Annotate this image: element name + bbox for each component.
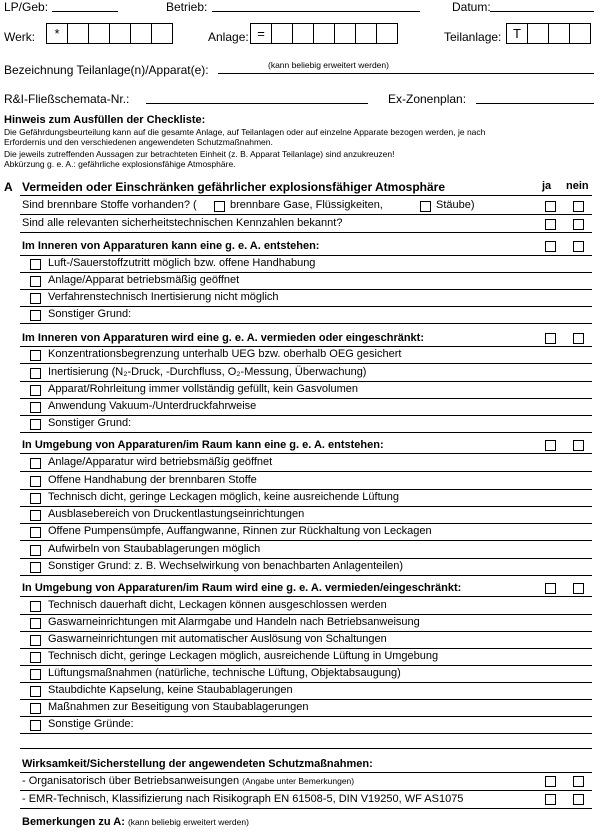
item-checkbox[interactable] bbox=[30, 686, 41, 697]
anlage-cell[interactable]: = bbox=[250, 23, 272, 44]
item-checkbox[interactable] bbox=[30, 562, 41, 573]
divider bbox=[20, 272, 592, 273]
item-label: Gaswarneinrichtungen mit automatischer Auslösung von Schaltungen bbox=[48, 633, 387, 645]
wirksamkeit-item-note: (Angabe unter Bemerkungen) bbox=[242, 776, 355, 786]
wirksamkeit-title: Wirksamkeit/Sicherstellung der angewendeten Schutzmaßnahmen: bbox=[22, 758, 373, 770]
item-label: Ausblasebereich von Druckentlastungseinrichtungen bbox=[48, 508, 305, 520]
ja-checkbox[interactable] bbox=[545, 583, 556, 594]
hinweis-line: Die jeweils zutreffenden Aussagen zur betrachteten Einheit (z. B. Apparat Teilanlage) sind anzukreuzen! bbox=[4, 149, 395, 159]
item-label: Anlage/Apparat betriebsmäßig geöffnet bbox=[48, 274, 240, 286]
divider bbox=[20, 790, 592, 791]
item-checkbox[interactable] bbox=[30, 618, 41, 629]
wirksamkeit-item-label: - Organisatorisch über Betriebsanweisungen bbox=[22, 775, 240, 787]
divider bbox=[20, 808, 592, 809]
nein-checkbox[interactable] bbox=[573, 333, 584, 344]
divider bbox=[20, 453, 592, 454]
werk-cell[interactable] bbox=[88, 23, 110, 44]
divider bbox=[20, 716, 592, 717]
item-label: Technisch dicht, geringe Leckagen möglich, ausreichende Lüftung in Umgebung bbox=[48, 650, 439, 662]
divider bbox=[20, 575, 592, 576]
hinweis-line: Abkürzung g. e. A.: gefährliche explosionsfähige Atmosphäre. bbox=[4, 159, 236, 169]
nein-checkbox[interactable] bbox=[573, 201, 584, 212]
bezeichnung-hint: (kann beliebig erweitert werden) bbox=[268, 60, 389, 70]
item-checkbox[interactable] bbox=[30, 669, 41, 680]
divider bbox=[20, 214, 592, 215]
teilanlage-label: Teilanlage: bbox=[444, 30, 502, 44]
item-checkbox[interactable] bbox=[30, 545, 41, 556]
nein-header: nein bbox=[566, 180, 589, 192]
item-label: Luft-/Sauerstoffzutritt möglich bzw. offene Handhabung bbox=[48, 257, 316, 269]
item-checkbox[interactable] bbox=[30, 703, 41, 714]
question-text: Sind brennbare Stoffe vorhanden? ( bbox=[22, 199, 197, 211]
block-title: Im Inneren von Apparaturen wird eine g. e. A. vermieden oder eingeschränkt: bbox=[22, 332, 425, 344]
divider bbox=[20, 733, 592, 734]
datum-label: Datum: bbox=[452, 0, 491, 14]
item-label: Verfahrenstechnisch Inertisierung nicht möglich bbox=[48, 291, 279, 303]
ja-checkbox[interactable] bbox=[545, 440, 556, 451]
ri-field[interactable] bbox=[146, 103, 368, 104]
werk-cell[interactable] bbox=[67, 23, 89, 44]
bezeichnung-field[interactable] bbox=[218, 73, 594, 74]
divider bbox=[20, 398, 592, 399]
werk-field[interactable] bbox=[46, 23, 173, 44]
item-checkbox[interactable] bbox=[30, 601, 41, 612]
datum-field[interactable] bbox=[490, 11, 594, 12]
bemerkungen-title: Bemerkungen zu A: bbox=[22, 816, 125, 828]
hinweis-line: Die Gefährdungsbeurteilung kann auf die gesamte Anlage, auf Teilanlagen oder auf einzelne Apparate bezogen werden, je nach bbox=[4, 127, 486, 137]
divider bbox=[20, 346, 592, 347]
divider bbox=[20, 614, 592, 615]
divider bbox=[20, 471, 592, 472]
item-label: Staubdichte Kapselung, keine Staubablagerungen bbox=[48, 684, 293, 696]
item-label: Inertisierung (N₂-Druck, -Durchfluss, O₂-Messung, Überwachung) bbox=[48, 366, 367, 378]
question-text: Sind alle relevanten sicherheitstechnischen Kennzahlen bekannt? bbox=[22, 217, 343, 229]
divider bbox=[20, 540, 592, 541]
divider bbox=[20, 195, 592, 196]
item-checkbox[interactable] bbox=[30, 310, 41, 321]
gase-label: brennbare Gase, Flüssigkeiten, bbox=[230, 199, 383, 211]
divider bbox=[20, 232, 592, 233]
item-checkbox[interactable] bbox=[30, 276, 41, 287]
nein-checkbox[interactable] bbox=[573, 241, 584, 252]
section-title: Vermeiden oder Einschränken gefährlicher explosionsfähiger Atmosphäre bbox=[22, 180, 446, 194]
divider bbox=[20, 306, 592, 307]
divider bbox=[20, 596, 592, 597]
item-checkbox[interactable] bbox=[30, 419, 41, 430]
divider bbox=[20, 648, 592, 649]
item-label: Offene Pumpensümpfe, Auffangwanne, Rinnen zur Rückhaltung von Leckagen bbox=[48, 525, 432, 537]
item-label: Apparat/Rohrleitung immer vollständig gefüllt, kein Gasvolumen bbox=[48, 383, 358, 395]
divider bbox=[20, 415, 592, 416]
staeube-label: Stäube) bbox=[436, 199, 475, 211]
betrieb-field[interactable] bbox=[212, 11, 420, 12]
teilanlage-cell[interactable] bbox=[548, 23, 570, 44]
werk-cell[interactable] bbox=[109, 23, 131, 44]
ex-label: Ex-Zonenplan: bbox=[388, 92, 467, 106]
item-checkbox[interactable] bbox=[30, 652, 41, 663]
item-checkbox[interactable] bbox=[30, 350, 41, 361]
divider bbox=[20, 363, 592, 364]
divider bbox=[20, 255, 592, 256]
anlage-field[interactable] bbox=[250, 23, 398, 44]
anlage-cell[interactable] bbox=[376, 23, 398, 44]
ja-checkbox[interactable] bbox=[545, 241, 556, 252]
divider bbox=[20, 682, 592, 683]
werk-cell[interactable] bbox=[151, 23, 173, 44]
divider bbox=[20, 323, 592, 324]
anlage-cell[interactable] bbox=[334, 23, 356, 44]
item-label: Sonstiger Grund: z. B. Wechselwirkung von benachbarten Anlagenteilen) bbox=[48, 560, 404, 572]
lp-geb-field[interactable] bbox=[52, 11, 118, 12]
ex-field[interactable] bbox=[476, 103, 594, 104]
staeube-checkbox[interactable] bbox=[420, 201, 431, 212]
divider bbox=[20, 523, 592, 524]
nein-checkbox[interactable] bbox=[573, 440, 584, 451]
divider bbox=[20, 665, 592, 666]
block-title: Im Inneren von Apparaturen kann eine g. e. A. entstehen: bbox=[22, 240, 320, 252]
ja-checkbox[interactable] bbox=[545, 201, 556, 212]
divider bbox=[20, 289, 592, 290]
item-label: Lüftungsmaßnahmen (natürliche, technische Lüftung, Objektabsaugung) bbox=[48, 667, 401, 679]
item-checkbox[interactable] bbox=[30, 720, 41, 731]
block-title: In Umgebung von Apparaturen/im Raum wird eine g. e. A. vermieden/eingeschränkt: bbox=[22, 582, 462, 594]
ja-checkbox[interactable] bbox=[545, 794, 556, 805]
item-checkbox[interactable] bbox=[30, 385, 41, 396]
item-label: Technisch dauerhaft dicht, Leckagen können ausgeschlossen werden bbox=[48, 599, 387, 611]
lp-geb-label: LP/Geb: bbox=[4, 0, 49, 14]
teilanlage-cell[interactable]: T bbox=[506, 23, 528, 44]
anlage-label: Anlage: bbox=[208, 30, 249, 44]
block-title: In Umgebung von Apparaturen/im Raum kann eine g. e. A. entstehen: bbox=[22, 439, 384, 451]
wirksamkeit-item bbox=[22, 775, 354, 787]
divider bbox=[20, 432, 592, 433]
bemerkungen-note: (kann beliebig erweitert werden) bbox=[127, 817, 249, 827]
item-label: Maßnahmen zur Beseitigung von Staubablagerungen bbox=[48, 701, 309, 713]
bemerkungen bbox=[22, 816, 249, 828]
werk-cell[interactable] bbox=[130, 23, 152, 44]
nein-checkbox[interactable] bbox=[573, 583, 584, 594]
nein-checkbox[interactable] bbox=[573, 219, 584, 230]
bezeichnung-label: Bezeichnung Teilanlage(n)/Apparat(e): bbox=[4, 63, 209, 77]
divider bbox=[20, 381, 592, 382]
divider bbox=[20, 772, 592, 773]
divider bbox=[20, 506, 592, 507]
item-checkbox[interactable] bbox=[30, 402, 41, 413]
section-letter: A bbox=[4, 180, 13, 194]
hinweis-title: Hinweis zum Ausfüllen der Checkliste: bbox=[4, 114, 206, 126]
divider bbox=[20, 631, 592, 632]
item-label: Sonstiger Grund: bbox=[48, 417, 132, 429]
item-label: Offene Handhabung der brennbaren Stoffe bbox=[48, 474, 257, 486]
item-label: Anlage/Apparatur wird betriebsmäßig geöffnet bbox=[48, 456, 273, 468]
item-checkbox[interactable] bbox=[30, 635, 41, 646]
wirksamkeit-item: - EMR-Technisch, Klassifizierung nach Risikograph EN 61508-5, DIN V19250, WF AS1075 bbox=[22, 793, 464, 805]
werk-label: Werk: bbox=[4, 30, 36, 44]
hinweis-line: Erfordernis und den verschiedenen angewendeten Schutzmaßnahmen. bbox=[4, 137, 273, 147]
item-label: Technisch dicht, geringe Leckagen möglich, keine ausreichende Lüftung bbox=[48, 491, 400, 503]
teilanlage-cell[interactable] bbox=[527, 23, 549, 44]
nein-checkbox[interactable] bbox=[573, 794, 584, 805]
item-checkbox[interactable] bbox=[30, 458, 41, 469]
gase-checkbox[interactable] bbox=[214, 201, 225, 212]
werk-cell[interactable]: * bbox=[46, 23, 68, 44]
anlage-cell[interactable] bbox=[292, 23, 314, 44]
item-label: Aufwirbeln von Staubablagerungen möglich bbox=[48, 543, 261, 555]
item-label: Sonstiger Grund: bbox=[48, 308, 132, 320]
item-label: Anwendung Vakuum-/Unterdruckfahrweise bbox=[48, 400, 257, 412]
ja-checkbox[interactable] bbox=[545, 219, 556, 230]
divider bbox=[20, 558, 592, 559]
item-label: Konzentrationsbegrenzung unterhalb UEG bzw. oberhalb OEG gesichert bbox=[48, 348, 402, 360]
item-label: Gaswarneinrichtungen mit Alarmgabe und Handeln nach Betriebsanweisung bbox=[48, 616, 420, 628]
item-checkbox[interactable] bbox=[30, 510, 41, 521]
nein-checkbox[interactable] bbox=[573, 776, 584, 787]
item-checkbox[interactable] bbox=[30, 368, 41, 379]
teilanlage-cell[interactable] bbox=[569, 23, 591, 44]
teilanlage-field[interactable] bbox=[506, 23, 591, 44]
item-checkbox[interactable] bbox=[30, 476, 41, 487]
item-checkbox[interactable] bbox=[30, 293, 41, 304]
item-label: Sonstige Gründe: bbox=[48, 718, 134, 730]
item-checkbox[interactable] bbox=[30, 493, 41, 504]
ja-checkbox[interactable] bbox=[545, 776, 556, 787]
ja-checkbox[interactable] bbox=[545, 333, 556, 344]
item-checkbox[interactable] bbox=[30, 527, 41, 538]
betrieb-label: Betrieb: bbox=[166, 0, 208, 14]
divider bbox=[20, 489, 592, 490]
anlage-cell[interactable] bbox=[313, 23, 335, 44]
divider bbox=[20, 699, 592, 700]
anlage-cell[interactable] bbox=[355, 23, 377, 44]
ja-header: ja bbox=[542, 180, 552, 192]
ri-label: R&I-Fließschemata-Nr.: bbox=[4, 92, 130, 106]
divider bbox=[20, 748, 592, 749]
anlage-cell[interactable] bbox=[271, 23, 293, 44]
item-checkbox[interactable] bbox=[30, 259, 41, 270]
